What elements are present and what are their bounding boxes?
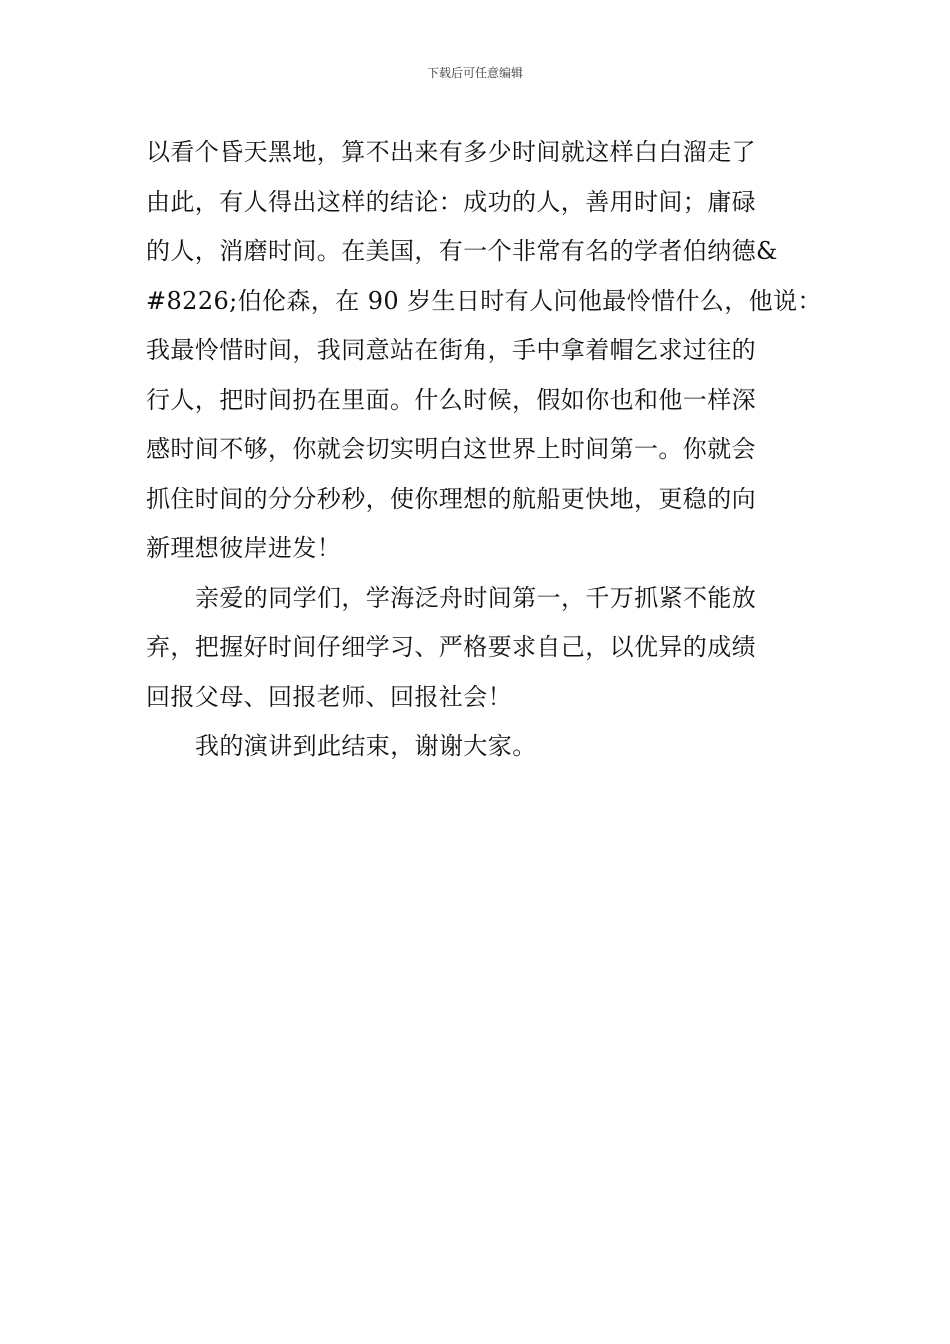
text-line: 回报父母、回报老师、回报社会！ <box>146 682 512 711</box>
text-line: 弃，把握好时间仔细学习、严格要求自己，以优异的成绩 <box>146 633 756 661</box>
text-line: 感时间不够，你就会切实明白这世界上时间第一。你就会 <box>146 435 756 463</box>
text-line: 行人，把时间扔在里面。什么时候，假如你也和他一样深 <box>146 385 756 414</box>
text-line: 的人，消磨时间。在美国，有一个非常有名的学者伯纳德& <box>146 237 778 265</box>
closing-line: 我的演讲到此结束，谢谢大家。 <box>195 732 537 760</box>
text-line: 以看个昏天黑地，算不出来有多少时间就这样白白溜走了 <box>146 138 756 166</box>
page-header: 下载后可任意编辑 <box>426 66 523 80</box>
text-line: 由此，有人得出这样的结论：成功的人，善用时间；庸碌 <box>146 187 756 216</box>
document-body <box>146 128 826 772</box>
text-line: 抓住时间的分分秒秒，使你理想的航船更快地，更稳的向 <box>146 484 756 513</box>
text-line: 我最怜惜时间，我同意站在街角，手中拿着帽乞求过往的 <box>146 336 756 364</box>
text-line: #8226;伯伦森，在 90 岁生日时有人问他最怜惜什么，他说： <box>146 286 822 315</box>
text-line: 新理想彼岸进发！ <box>146 534 342 562</box>
paragraph-first-line: 亲爱的同学们，学海泛舟时间第一，千万抓紧不能放 <box>195 583 757 612</box>
